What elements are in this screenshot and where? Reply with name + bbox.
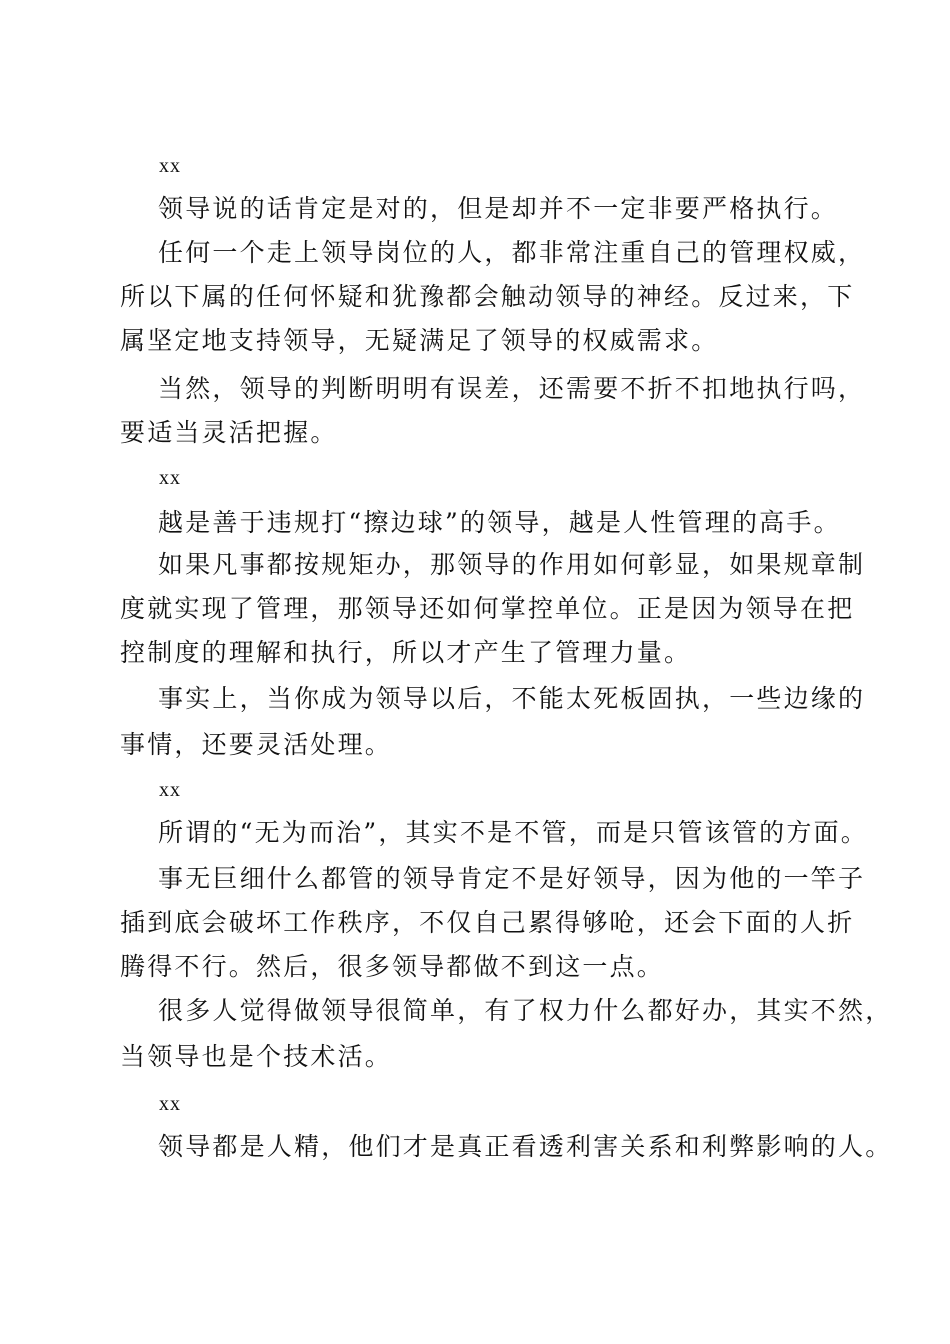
section-heading: xx	[159, 779, 181, 801]
paragraph-line: 插到底会破坏工作秩序，不仅自己累得够呛，还会下面的人折	[120, 908, 855, 937]
paragraph-line: 任何一个走上领导岗位的人，都非常注重自己的管理权威，	[158, 238, 866, 267]
paragraph-line: 当领导也是个技术活。	[120, 1042, 393, 1071]
paragraph-line: 当然，领导的判断明明有误差，还需要不折不扣地执行吗，	[158, 374, 866, 403]
paragraph-line: 事情，还要灵活处理。	[120, 730, 393, 759]
paragraph-line: 所以下属的任何怀疑和犹豫都会触动领导的神经。反过来，下	[120, 282, 855, 311]
paragraph-line: 如果凡事都按规矩办，那领导的作用如何彰显，如果规章制	[158, 550, 866, 579]
section-heading: xx	[159, 155, 181, 177]
paragraph-line: 要适当灵活把握。	[120, 418, 338, 447]
paragraph-line: 领导说的话肯定是对的，但是却并不一定非要严格执行。	[158, 194, 839, 223]
paragraph-line: 控制度的理解和执行，所以才产生了管理力量。	[120, 638, 692, 667]
paragraph-line: 事无巨细什么都管的领导肯定不是好领导，因为他的一竿子	[158, 864, 866, 893]
paragraph-line: 很多人觉得做领导很简单，有了权力什么都好办，其实不然，	[158, 996, 893, 1025]
section-heading: xx	[159, 1093, 181, 1115]
paragraph-line: 度就实现了管理，那领导还如何掌控单位。正是因为领导在把	[120, 594, 855, 623]
section-heading: xx	[159, 467, 181, 489]
paragraph-line: 领导都是人精，他们才是真正看透利害关系和利弊影响的人。	[158, 1132, 893, 1161]
paragraph-line: 腾得不行。然后，很多领导都做不到这一点。	[120, 952, 665, 981]
paragraph-line: 越是善于违规打“擦边球”的领导，越是人性管理的高手。	[158, 508, 841, 537]
paragraph-line: 事实上，当你成为领导以后，不能太死板固执，一些边缘的	[158, 684, 866, 713]
paragraph-line: 所谓的“无为而治”，其实不是不管，而是只管该管的方面。	[158, 818, 868, 847]
paragraph-line: 属坚定地支持领导，无疑满足了领导的权威需求。	[120, 326, 719, 355]
